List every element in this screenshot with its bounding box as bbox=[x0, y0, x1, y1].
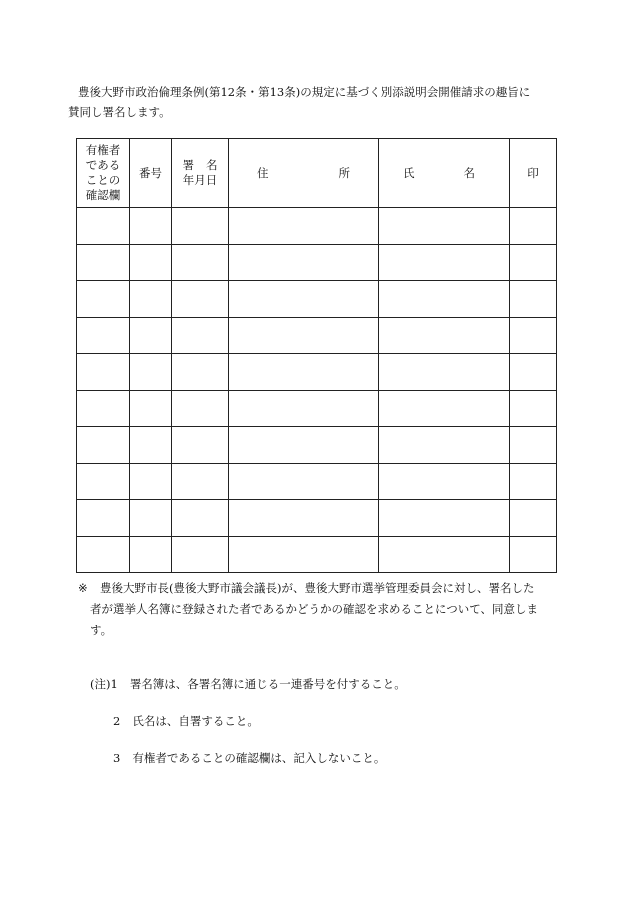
cell-date[interactable] bbox=[172, 390, 229, 427]
intro-text bbox=[68, 82, 558, 122]
cell-eligibility[interactable] bbox=[77, 427, 130, 464]
cell-name[interactable] bbox=[379, 427, 510, 464]
cell-number[interactable] bbox=[130, 390, 172, 427]
table-row bbox=[77, 354, 557, 391]
intro-line-1: 豊後大野市政治倫理条例(第12条・第13条)の規定に基づく別添説明会開催請求の趣旨に bbox=[78, 85, 531, 99]
header-eligibility-line-3: ことの bbox=[85, 173, 121, 187]
cell-number[interactable] bbox=[130, 536, 172, 573]
footnote-2-text: 氏名は、自署すること。 bbox=[132, 714, 259, 728]
table-row bbox=[77, 463, 557, 500]
header-eligibility-line-2: である bbox=[85, 158, 121, 172]
table-row bbox=[77, 244, 557, 281]
header-eligibility-line-1: 有権者 bbox=[85, 143, 121, 157]
cell-seal[interactable] bbox=[510, 317, 557, 354]
cell-name[interactable] bbox=[379, 244, 510, 281]
table-row bbox=[77, 390, 557, 427]
cell-date[interactable] bbox=[172, 281, 229, 318]
cell-date[interactable] bbox=[172, 317, 229, 354]
cell-eligibility[interactable] bbox=[77, 390, 130, 427]
cell-name[interactable] bbox=[379, 317, 510, 354]
cell-address[interactable] bbox=[229, 536, 379, 573]
header-date-line-2: 年月日 bbox=[182, 173, 218, 187]
header-seal: 印 bbox=[510, 139, 557, 208]
cell-name[interactable] bbox=[379, 281, 510, 318]
cell-seal[interactable] bbox=[510, 536, 557, 573]
table-row bbox=[77, 208, 557, 245]
cell-number[interactable] bbox=[130, 317, 172, 354]
footnote-1-number: 1 bbox=[110, 677, 118, 691]
header-address-char-2: 所 bbox=[338, 165, 350, 180]
table-row bbox=[77, 427, 557, 464]
footnote-1 bbox=[90, 676, 406, 692]
cell-name[interactable] bbox=[379, 390, 510, 427]
cell-date[interactable] bbox=[172, 427, 229, 464]
cell-address[interactable] bbox=[229, 500, 379, 537]
cell-number[interactable] bbox=[130, 244, 172, 281]
header-number: 番号 bbox=[130, 139, 172, 208]
footnote-3 bbox=[113, 750, 385, 766]
cell-seal[interactable] bbox=[510, 208, 557, 245]
intro-line-2: 賛同し署名します。 bbox=[68, 105, 171, 119]
footnote-1-text: 署名簿は、各署名簿に通じる一連番号を付すること。 bbox=[129, 677, 406, 691]
header-eligibility-line-4: 確認欄 bbox=[85, 188, 121, 202]
consent-note-line-2: 者が選挙人名簿に登録された者であるかどうかの確認を求めることについて、同意しま bbox=[90, 602, 539, 616]
cell-seal[interactable] bbox=[510, 244, 557, 281]
cell-date[interactable] bbox=[172, 354, 229, 391]
header-eligibility bbox=[77, 139, 130, 208]
cell-eligibility[interactable] bbox=[77, 281, 130, 318]
cell-eligibility[interactable] bbox=[77, 354, 130, 391]
cell-address[interactable] bbox=[229, 463, 379, 500]
note-mark: ※ bbox=[78, 581, 88, 595]
header-address bbox=[229, 139, 379, 208]
header-row bbox=[77, 139, 557, 208]
cell-address[interactable] bbox=[229, 390, 379, 427]
cell-seal[interactable] bbox=[510, 390, 557, 427]
cell-seal[interactable] bbox=[510, 500, 557, 537]
cell-number[interactable] bbox=[130, 281, 172, 318]
header-address-char-1: 住 bbox=[257, 165, 269, 180]
cell-number[interactable] bbox=[130, 463, 172, 500]
footnote-prefix: (注) bbox=[90, 677, 111, 691]
cell-name[interactable] bbox=[379, 500, 510, 537]
cell-eligibility[interactable] bbox=[77, 208, 130, 245]
cell-name[interactable] bbox=[379, 463, 510, 500]
header-name bbox=[379, 139, 510, 208]
cell-address[interactable] bbox=[229, 208, 379, 245]
cell-name[interactable] bbox=[379, 208, 510, 245]
footnote-2-number: 2 bbox=[113, 714, 121, 728]
table-row bbox=[77, 281, 557, 318]
cell-date[interactable] bbox=[172, 463, 229, 500]
header-date-char-1: 署 bbox=[182, 158, 194, 172]
cell-seal[interactable] bbox=[510, 463, 557, 500]
cell-name[interactable] bbox=[379, 354, 510, 391]
table-row bbox=[77, 317, 557, 354]
signature-rows bbox=[77, 208, 557, 573]
cell-address[interactable] bbox=[229, 244, 379, 281]
cell-seal[interactable] bbox=[510, 354, 557, 391]
cell-date[interactable] bbox=[172, 536, 229, 573]
signature-table bbox=[76, 138, 557, 573]
footnote-3-text: 有権者であることの確認欄は、記入しないこと。 bbox=[132, 751, 386, 765]
consent-note-line-1: 豊後大野市長(豊後大野市議会議長)が、豊後大野市選挙管理委員会に対し、署名した bbox=[100, 581, 535, 595]
header-name-char-2: 名 bbox=[463, 165, 475, 180]
footnote-2 bbox=[113, 713, 259, 729]
cell-eligibility[interactable] bbox=[77, 463, 130, 500]
table-row bbox=[77, 536, 557, 573]
cell-name[interactable] bbox=[379, 536, 510, 573]
consent-note bbox=[78, 578, 554, 641]
table-row bbox=[77, 500, 557, 537]
footnote-3-number: 3 bbox=[113, 751, 121, 765]
header-date-char-2: 名 bbox=[206, 158, 218, 172]
cell-number[interactable] bbox=[130, 354, 172, 391]
cell-eligibility[interactable] bbox=[77, 500, 130, 537]
cell-number[interactable] bbox=[130, 427, 172, 464]
cell-eligibility[interactable] bbox=[77, 317, 130, 354]
header-date bbox=[172, 139, 229, 208]
cell-date[interactable] bbox=[172, 244, 229, 281]
cell-address[interactable] bbox=[229, 281, 379, 318]
cell-seal[interactable] bbox=[510, 281, 557, 318]
cell-date[interactable] bbox=[172, 208, 229, 245]
cell-number[interactable] bbox=[130, 208, 172, 245]
cell-seal[interactable] bbox=[510, 427, 557, 464]
consent-note-line-3: す。 bbox=[90, 623, 113, 637]
cell-address[interactable] bbox=[229, 354, 379, 391]
cell-number[interactable] bbox=[130, 500, 172, 537]
cell-address[interactable] bbox=[229, 427, 379, 464]
header-name-char-1: 氏 bbox=[403, 165, 415, 180]
cell-address[interactable] bbox=[229, 317, 379, 354]
cell-eligibility[interactable] bbox=[77, 536, 130, 573]
cell-eligibility[interactable] bbox=[77, 244, 130, 281]
cell-date[interactable] bbox=[172, 500, 229, 537]
